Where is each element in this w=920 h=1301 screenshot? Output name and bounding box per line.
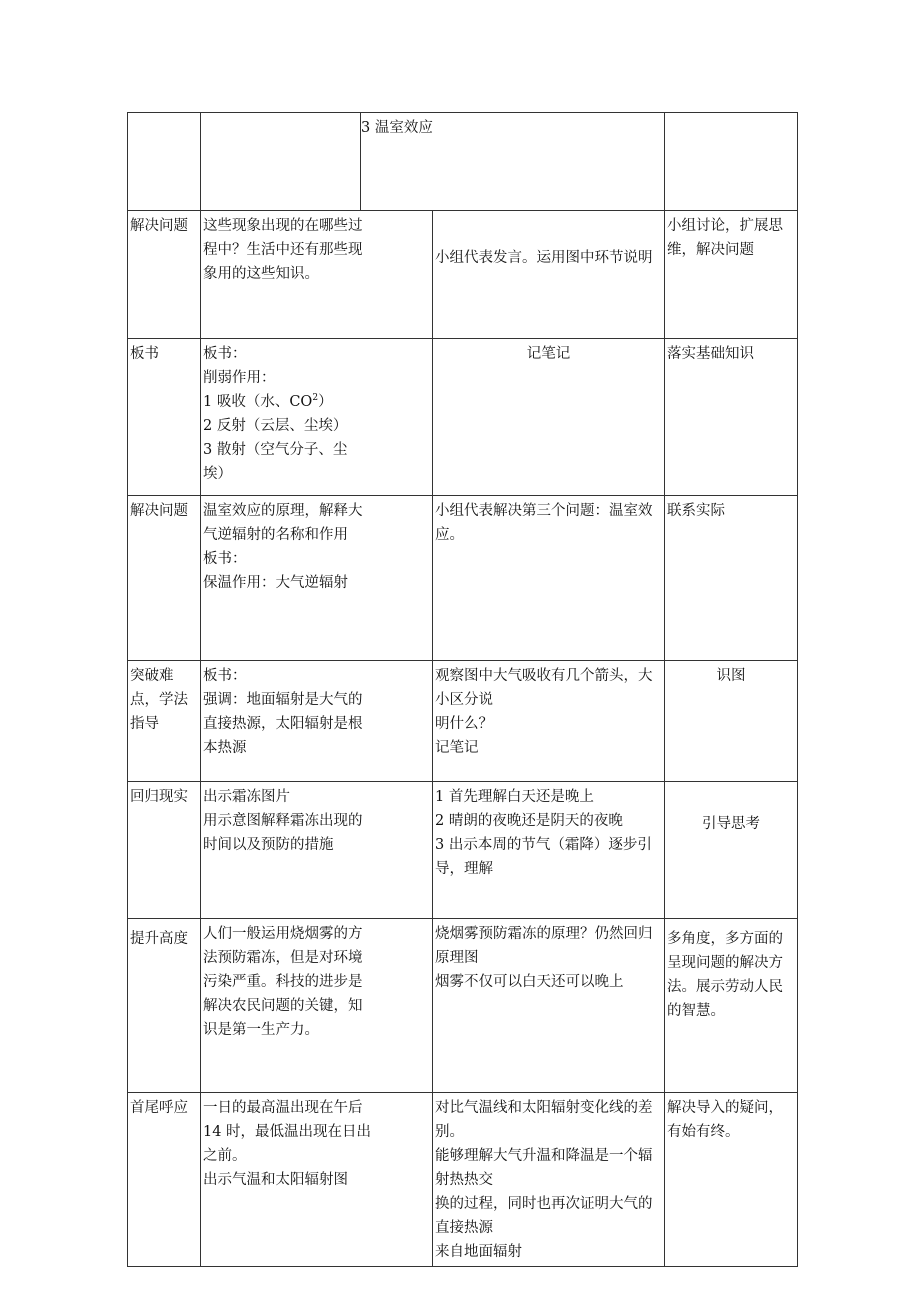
content-line: 人们一般运用烧烟雾的方 <box>203 926 363 942</box>
activity-line: 记笔记 <box>526 346 571 362</box>
table-row <box>128 339 798 496</box>
intent-line: 识图 <box>716 668 746 684</box>
content-cell <box>201 339 433 496</box>
content-line: 板书： <box>203 346 247 362</box>
row-label: 提升高度 <box>130 931 188 947</box>
content-line: 识是第一生产力。 <box>203 1022 319 1038</box>
row-label: 回归现实 <box>130 789 188 805</box>
intent-line: 呈现问题的解决方 <box>667 955 783 971</box>
intent-cell <box>665 496 798 661</box>
content-line: 3 散射（空气分子、尘 <box>203 442 348 458</box>
content-line: 用示意图解释霜冻出现的 <box>203 813 363 829</box>
activity-line: 1 首先理解白天还是晚上 <box>435 789 594 805</box>
superscript: 2 <box>312 393 319 404</box>
intent-cell <box>665 339 798 496</box>
row-label-cell <box>128 1093 201 1267</box>
content-activity-cell <box>201 113 665 211</box>
content-line: 时间以及预防的措施 <box>203 837 334 853</box>
row-label: 解决问题 <box>130 503 188 519</box>
content-text: ） <box>318 394 333 410</box>
content-line: 解决农民问题的关键，知 <box>203 998 363 1014</box>
row-label-cell <box>128 661 201 782</box>
activity-line: 明什么？ <box>435 716 493 732</box>
activity-cell <box>433 1093 665 1267</box>
activity-line: 2 晴朗的夜晚还是阴天的夜晚 <box>435 813 623 829</box>
activity-cell <box>433 782 665 919</box>
intent-cell <box>665 211 798 339</box>
activity-line: 小组代表解决第三个问题：温室效应。 <box>435 503 653 543</box>
content-line: 板书： <box>203 668 247 684</box>
row-label-cell <box>128 113 201 211</box>
table-row <box>128 113 798 211</box>
row-label-cell <box>128 782 201 919</box>
content-line: 出示霜冻图片 <box>203 789 290 805</box>
intent-line: 法。展示劳动人民 <box>667 979 783 995</box>
activity-cell <box>433 919 665 1093</box>
content-cell <box>201 919 433 1093</box>
table-row <box>128 919 798 1093</box>
content-cell <box>201 1093 433 1267</box>
content-line: 法预防霜冻，但是对环境 <box>203 950 363 966</box>
intent-cell <box>665 113 798 211</box>
content-line: 污染严重。科技的进步是 <box>203 974 363 990</box>
activity-cell <box>433 211 665 339</box>
content-line: 本热源 <box>203 740 247 756</box>
intent-cell <box>665 782 798 919</box>
intent-line: 多角度，多方面的 <box>667 931 783 947</box>
intent-line: 联系实际 <box>667 503 725 519</box>
content-line: 出示气温和太阳辐射图 <box>203 1172 348 1188</box>
activity-line: 原理图 <box>435 950 479 966</box>
activity-line: 能够理解大气升温和降温是一个辐射热热交 <box>435 1148 653 1188</box>
content-line: 象用的这些知识。 <box>203 266 319 282</box>
content-line: 这些现象出现的在哪些过 <box>203 218 363 234</box>
content-line: 气逆辐射的名称和作用 <box>203 527 348 543</box>
content-line: 之前。 <box>203 1148 247 1164</box>
table-row <box>128 496 798 661</box>
content-line: 14 时，最低温出现在日出 <box>203 1124 372 1140</box>
intent-line: 的智慧。 <box>667 1003 725 1019</box>
table-row <box>128 211 798 339</box>
table-row <box>128 1093 798 1267</box>
activity-line: 小组代表发言。运用图中环节说明 <box>435 250 653 266</box>
intent-line: 有始有终。 <box>667 1124 740 1140</box>
content-line <box>203 390 430 414</box>
lesson-plan-table <box>127 112 798 1267</box>
content-line: 埃） <box>203 466 232 482</box>
content-line: 一日的最高温出现在午后 <box>203 1100 363 1116</box>
activity-line: 来自地面辐射 <box>435 1244 522 1260</box>
intent-cell <box>665 1093 798 1267</box>
content-line: 温室效应的原理，解释大 <box>203 503 363 519</box>
content-cell <box>201 211 433 339</box>
intent-line: 解决导入的疑问， <box>667 1100 783 1116</box>
content-line: 直接热源，太阳辐射是根 <box>203 716 363 732</box>
content-cell <box>201 661 433 782</box>
content-line: 强调：地面辐射是大气的 <box>203 692 363 708</box>
content-line: 程中？生活中还有那些现 <box>203 242 363 258</box>
intent-cell <box>665 919 798 1093</box>
intent-cell <box>665 661 798 782</box>
row-label: 解决问题 <box>130 218 188 234</box>
activity-text: 3 温室效应 <box>361 120 433 136</box>
activity-line: 换的过程，同时也再次证明大气的直接热源 <box>435 1196 653 1236</box>
row-label: 突破难 <box>130 668 174 684</box>
activity-line: 烟雾不仅可以白天还可以晚上 <box>435 974 624 990</box>
content-text: 1 吸收（水、CO <box>203 394 313 410</box>
intent-line: 维，解决问题 <box>667 242 754 258</box>
row-label-cell <box>128 496 201 661</box>
row-label-cell <box>128 919 201 1093</box>
activity-cell <box>433 339 665 496</box>
content-line: 保温作用：大气逆辐射 <box>203 575 348 591</box>
intent-line: 落实基础知识 <box>667 346 754 362</box>
activity-line: 3 出示本周的节气（霜降）逐步引导，理解 <box>435 837 652 877</box>
row-label: 板书 <box>130 346 159 362</box>
content-line: 板书： <box>203 551 247 567</box>
content-line: 削弱作用： <box>203 370 276 386</box>
intent-line: 小组讨论，扩展思 <box>667 218 783 234</box>
activity-cell <box>433 496 665 661</box>
row-label: 点，学法 <box>130 692 188 708</box>
table-row <box>128 782 798 919</box>
content-line: 2 反射（云层、尘埃） <box>203 418 348 434</box>
row-label: 指导 <box>130 716 159 732</box>
content-cell <box>201 782 433 919</box>
content-cell <box>201 496 433 661</box>
activity-cell <box>433 661 665 782</box>
intent-line: 引导思考 <box>702 816 760 832</box>
row-label-cell <box>128 339 201 496</box>
activity-line: 对比气温线和太阳辐射变化线的差别。 <box>435 1100 653 1140</box>
table-row <box>128 661 798 782</box>
activity-line: 烧烟雾预防霜冻的原理？仍然回归 <box>435 926 653 942</box>
row-label: 首尾呼应 <box>130 1100 188 1116</box>
activity-line: 观察图中大气吸收有几个箭头，大小区分说 <box>435 668 653 708</box>
row-label-cell <box>128 211 201 339</box>
activity-line: 记笔记 <box>435 740 479 756</box>
